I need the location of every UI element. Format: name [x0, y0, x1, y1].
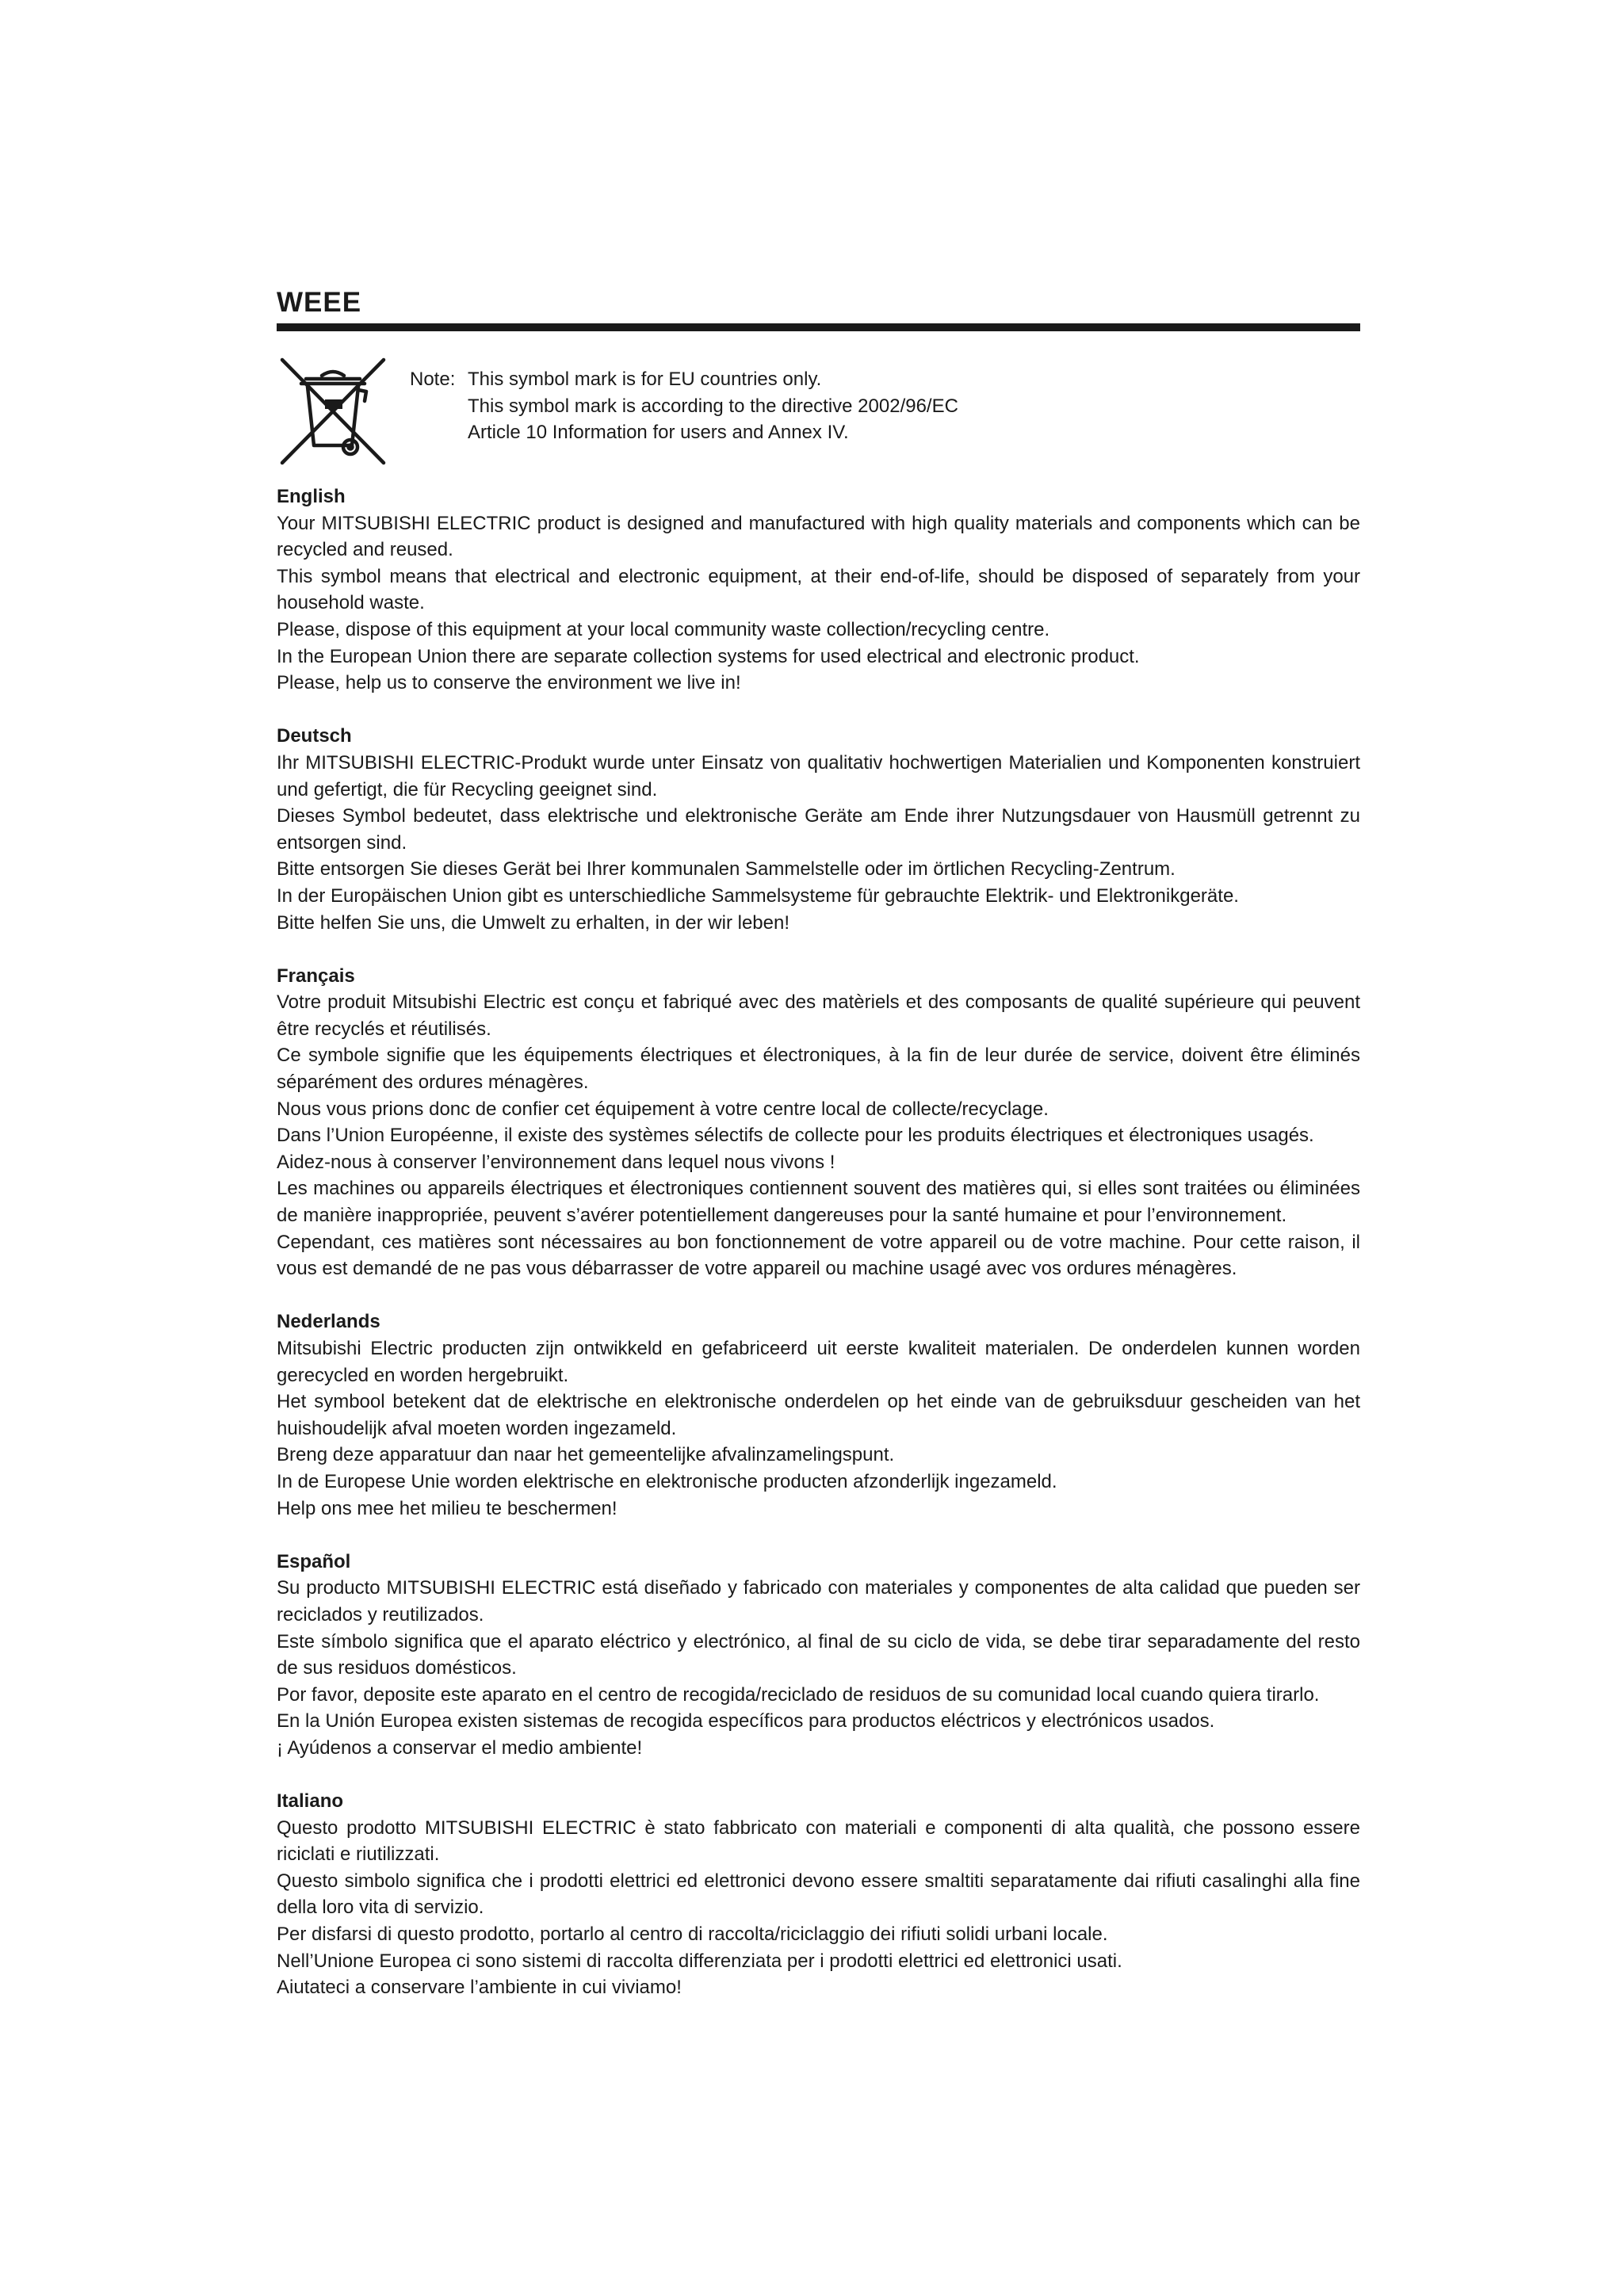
paragraph: Please, help us to conserve the environment we live in!: [277, 672, 741, 694]
paragraph: Cependant, ces matières sont nécessaires au bon fonctionnement de votre appareil ou de votre machine. Pour cette raison, il vous est demandé de ne pas vous débarrasser de votre appareil ou machine usagé avec vos ordures ménagères.: [277, 1231, 1360, 1280]
paragraph: Questo simbolo significa che i prodotti elettrici ed elettronici devono essere smaltiti separatamente dai rifiuti casalinghi alla fine della loro vita di servizio.: [277, 1870, 1360, 1919]
section-espanol: [277, 1549, 1360, 1762]
paragraph: This symbol means that electrical and electronic equipment, at their end-of-life, should be disposed of separately from your household waste.: [277, 565, 1360, 614]
section-english: [277, 483, 1360, 697]
crossed-out-wheelie-bin-icon: [277, 353, 388, 468]
paragraph: Breng deze apparatuur dan naar het gemeentelijke afvalinzamelingspunt.: [277, 1444, 895, 1466]
section-heading: Deutsch: [277, 725, 352, 747]
section-heading: Français: [277, 965, 355, 987]
paragraph: Por favor, deposite este aparato en el centro de recogida/reciclado de residuos de su comunidad local cuando quiera tirarlo.: [277, 1683, 1320, 1706]
note-label: Note:: [410, 369, 456, 390]
note-line: Article 10 Information for users and Annex IV.: [468, 422, 849, 443]
paragraph: Nell’Unione Europea ci sono sistemi di raccolta differenziata per i prodotti elettrici ed elettronici usati.: [277, 1950, 1122, 1972]
note-line: This symbol mark is for EU countries only.: [468, 369, 822, 390]
section-francais: [277, 963, 1360, 1282]
paragraph: Bitte entsorgen Sie dieses Gerät bei Ihrer kommunalen Sammelstelle oder im örtlichen Recycling-Zentrum.: [277, 858, 1176, 881]
content: [277, 483, 1360, 2027]
paragraph: In the European Union there are separate collection systems for used electrical and electronic product.: [277, 645, 1140, 667]
section-deutsch: [277, 723, 1360, 936]
page-title: WEEE: [277, 287, 362, 318]
note-line: This symbol mark is according to the directive 2002/96/EC: [468, 395, 958, 417]
paragraph: Ce symbole signifie que les équipements électriques et électroniques, à la fin de leur durée de service, doivent être éliminés séparément des ordures ménagères.: [277, 1045, 1360, 1094]
paragraph: In der Europäischen Union gibt es unterschiedliche Sammelsysteme für gebrauchte Elektrik- und Elektronikgeräte.: [277, 884, 1239, 907]
paragraph: Su producto MITSUBISHI ELECTRIC está diseñado y fabricado con materiales y componentes de alta calidad que pueden ser reciclados y reutilizados.: [277, 1577, 1360, 1626]
paragraph: Ihr MITSUBISHI ELECTRIC-Produkt wurde unter Einsatz von qualitativ hochwertigen Materialien und Komponenten konstruiert und gefertigt, die für Recycling geeignet sind.: [277, 751, 1360, 800]
paragraph: ¡ Ayúdenos a conservar el medio ambiente!: [277, 1736, 643, 1759]
paragraph: Het symbool betekent dat de elektrische en elektronische onderdelen op het einde van de gebruiksduur gescheiden van het huishoudelijk afval moeten worden ingezameld.: [277, 1391, 1360, 1439]
section-heading: Italiano: [277, 1790, 344, 1813]
paragraph: En la Unión Europea existen sistemas de recogida específicos para productos eléctricos y electrónicos usados.: [277, 1710, 1215, 1733]
title-rule: [277, 323, 1360, 331]
paragraph: Mitsubishi Electric producten zijn ontwikkeld en gefabriceerd uit eerste kwaliteit materialen. De onderdelen kunnen worden gerecycled en worden hergebruikt.: [277, 1338, 1360, 1386]
paragraph: Aidez-nous à conserver l’environnement dans lequel nous vivons !: [277, 1151, 835, 1173]
paragraph: Questo prodotto MITSUBISHI ELECTRIC è stato fabbricato con materiali e componenti di alta qualità, che possono essere riciclati e riutilizzati.: [277, 1817, 1360, 1866]
section-italiano: [277, 1788, 1360, 2001]
paragraph: Votre produit Mitsubishi Electric est conçu et fabriqué avec des matèriels et des composants de qualité supérieure qui peuvent être recyclés et réutilisés.: [277, 991, 1360, 1040]
section-heading: Español: [277, 1550, 351, 1572]
paragraph: Este símbolo significa que el aparato eléctrico y electrónico, al final de su ciclo de vida, se debe tirar separadamente del resto de sus residuos domésticos.: [277, 1630, 1360, 1679]
paragraph: Dans l’Union Européenne, il existe des systèmes sélectifs de collecte pour les produits électriques et électroniques usagés.: [277, 1125, 1314, 1147]
paragraph: Help ons mee het milieu te beschermen!: [277, 1497, 617, 1519]
paragraph: Per disfarsi di questo prodotto, portarlo al centro di raccolta/riciclaggio dei rifiuti solidi urbani locale.: [277, 1924, 1108, 1946]
paragraph: Aiutateci a conservare l’ambiente in cui viviamo!: [277, 1977, 682, 1999]
section-nederlands: [277, 1308, 1360, 1522]
paragraph: Dieses Symbol bedeutet, dass elektrische und elektronische Geräte am Ende ihrer Nutzungsdauer von Hausmüll getrennt zu entsorgen sind.: [277, 805, 1360, 854]
paragraph: Please, dispose of this equipment at your local community waste collection/recycling centre.: [277, 618, 1050, 640]
paragraph: In de Europese Unie worden elektrische en elektronische producten afzonderlijk ingezameld.: [277, 1470, 1057, 1492]
section-heading: English: [277, 486, 346, 507]
note-block: [410, 366, 1123, 446]
paragraph: Nous vous prions donc de confier cet équipement à votre centre local de collecte/recyclage.: [277, 1098, 1049, 1120]
paragraph: Your MITSUBISHI ELECTRIC product is designed and manufactured with high quality materials and components which can be recycled and reused.: [277, 512, 1360, 561]
section-heading: Nederlands: [277, 1311, 380, 1333]
paragraph: Les machines ou appareils électriques et électroniques contiennent souvent des matières qui, si elles sont traitées ou éliminées de manière inappropriée, peuvent s’avérer potentiellement dangereuses pour la santé humaine et pour l’environnement.: [277, 1178, 1360, 1227]
paragraph: Bitte helfen Sie uns, die Umwelt zu erhalten, in der wir leben!: [277, 911, 790, 934]
